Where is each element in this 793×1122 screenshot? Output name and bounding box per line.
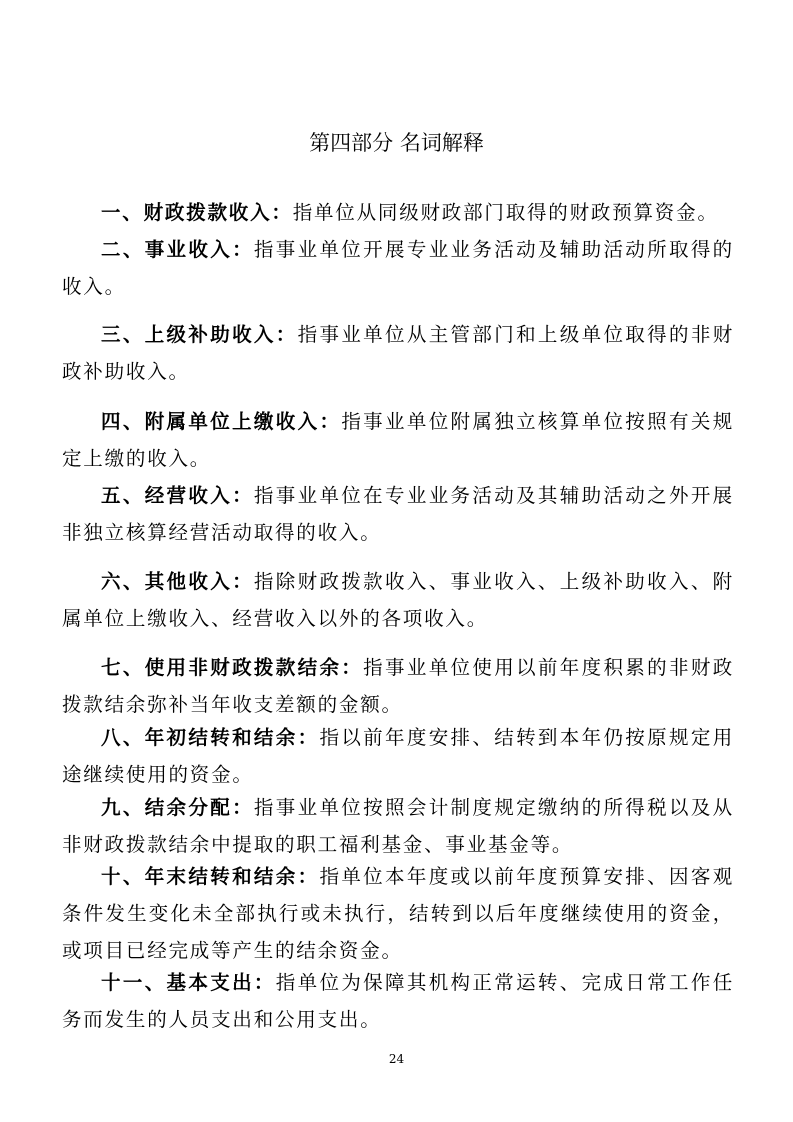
definition-item [62, 858, 734, 969]
definition-item [62, 403, 734, 477]
definition-term: 十、年末结转和结余： [101, 865, 320, 888]
definition-term: 六、其他收入： [101, 570, 254, 593]
definition-term: 七、使用非财政拨款结余： [101, 656, 364, 679]
definition-term: 一、财政拨款收入： [101, 201, 293, 224]
page-title: 第四部分 名词解释 [309, 131, 484, 155]
definition-item [62, 563, 734, 637]
definition-item [62, 649, 734, 723]
definition-text: 指事业单位按照会计制度规定缴纳的所得税以及从非财政拨款结余中提取的职工福利基金、事业基金等。 [62, 796, 734, 856]
definition-text: 指单位本年度或以前年度预算安排、因客观条件发生变化未全部执行或未执行，结转到以后年度继续使用的资金，或项目已经完成等产生的结余资金。 [62, 865, 734, 962]
page-number: 24 [388, 1052, 405, 1066]
definition-text: 指事业单位使用以前年度积累的非财政拨款结余弥补当年收支差额的金额。 [62, 656, 734, 716]
definition-text: 指单位为保障其机构正常运转、完成日常工作任务而发生的人员支出和公用支出。 [62, 971, 734, 1031]
definition-term: 九、结余分配： [101, 796, 254, 819]
definition-term: 五、经营收入： [101, 484, 254, 507]
definition-text: 指事业单位从主管部门和上级单位取得的非财政补助收入。 [62, 323, 734, 383]
definition-term: 十一、基本支出： [101, 971, 276, 994]
definition-text: 指以前年度安排、结转到本年仍按原规定用途继续使用的资金。 [62, 726, 734, 786]
definition-item [62, 477, 734, 551]
definition-item [62, 789, 734, 863]
definition-term: 二、事业收入： [101, 238, 254, 261]
definition-term: 四、附属单位上缴收入： [101, 410, 342, 433]
definition-text: 指单位从同级财政部门取得的财政预算资金。 [292, 201, 719, 224]
definition-item [62, 964, 734, 1038]
definition-text: 指事业单位在专业业务活动及其辅助活动之外开展非独立核算经营活动取得的收入。 [62, 484, 734, 544]
definition-text: 指事业单位附属独立核算单位按照有关规定上缴的收入。 [62, 410, 734, 470]
definition-text: 指除财政拨款收入、事业收入、上级补助收入、附属单位上缴收入、经营收入以外的各项收入。 [62, 570, 734, 630]
definition-item [62, 194, 734, 231]
definition-item [62, 719, 734, 793]
definition-item [62, 316, 734, 390]
definition-item [62, 231, 734, 305]
definition-term: 八、年初结转和结余： [101, 726, 320, 749]
definition-term: 三、上级补助收入： [101, 323, 298, 346]
definition-text: 指事业单位开展专业业务活动及辅助活动所取得的收入。 [62, 238, 734, 298]
